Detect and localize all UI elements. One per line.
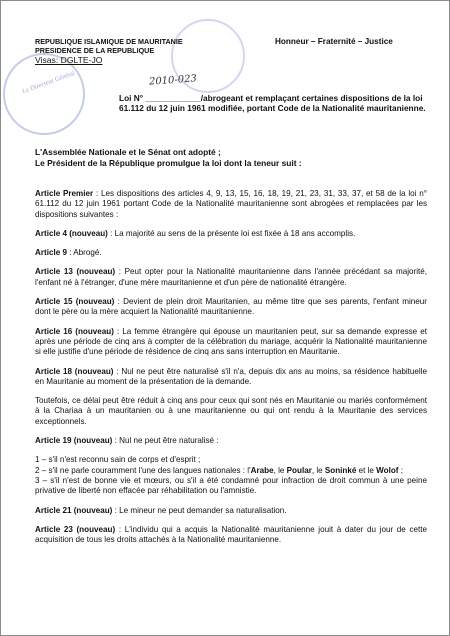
preamble <box>35 147 435 168</box>
visas-line: Visas: DGLTE-JO <box>35 55 103 65</box>
article-premier: Article Premier : Les dispositions des articles 4, 9, 13, 15, 16, 18, 19, 21, 23, 31, 33, 37, et 58 de la loi n° 61.112 du 12 juin 1961 portant Code de la Nationalité mauritanienne sont abrogées et remplacées par les dispositions suivantes : <box>35 189 427 219</box>
article-13: Article 13 (nouveau) : Peut opter pour la Nationalité mauritanienne dans l'année précédant sa majorité, l'enfant né à l'étranger, d'une mère mauritanienne et d'un père de nationalité étrangère. <box>35 267 427 287</box>
article-18-paragraph-2: Toutefois, ce délai peut être réduit à cinq ans pour ceux qui sont nés en Mauritanie ou mariés conformément à la Chariaa à un mauritanien ou à une mauritanienne ou qui ont rendu à la Mauritanie des services exceptionnels. <box>35 396 427 426</box>
list-item: 3 – s'il n'est de bonne vie et mœurs, ou s'il a été condamné pour infraction de droit commun à une peine privative de liberté non effacée par réhabilitation ou l'amnistie. <box>35 475 427 496</box>
law-title: Loi N° ____________/abrogeant et remplaçant certaines dispositions de la loi 61.112 du 12 juin 1961 modifiée, portant Code de la Nationalité mauritanienne. <box>119 93 426 113</box>
article-label: Article 18 (nouveau) <box>35 366 114 376</box>
list-item: 1 – s'il n'est reconnu sain de corps et d'esprit ; <box>35 455 201 465</box>
article-label: Article 23 (nouveau) <box>35 524 116 534</box>
article-label: Article 16 (nouveau) <box>35 326 114 336</box>
article-18: Article 18 (nouveau) : Nul ne peut être naturalisé s'il n'a, depuis dix ans au moins, sa résidence habituelle en Mauritanie au moment de la présentation de la demande. <box>35 366 427 386</box>
article-label: Article 4 (nouveau) <box>35 228 108 238</box>
article-19-conditions <box>35 455 427 496</box>
presidency-name: PRESIDENCE DE LA REPUBLIQUE <box>35 46 155 55</box>
article-label: Article 9 <box>35 248 67 258</box>
article-21: Article 21 (nouveau) : Le mineur ne peut demander sa naturalisation. <box>35 505 287 515</box>
article-23: Article 23 (nouveau) : L'individu qui a acquis la Nationalité mauritanienne jouit à dater du jour de cette acquisition de tous les droits attachés à la Nationalité mauritanienne. <box>35 524 427 545</box>
article-16: Article 16 (nouveau) : La femme étrangère qui épouse un mauritanien peut, sur sa demande expresse et après une période de cinq ans à compter de la célébration du mariage, acquérir la Nationalité mauritanienne si elle justifie d'une période de résidence de cinq ans sans interruption en Mauritanie. <box>35 326 427 357</box>
article-19: Article 19 (nouveau) : Nul ne peut être naturalisé : <box>35 436 219 446</box>
article-label: Article 21 (nouveau) <box>35 505 113 515</box>
handwritten-reference: 2010-023 <box>148 73 198 88</box>
preamble-adoption: L'Assemblée Nationale et le Sénat ont adopté ; <box>35 147 221 157</box>
preamble-promulgation: Le Président de la République promulgue la loi dont la teneur suit : <box>35 157 302 168</box>
national-motto: Honneur – Fraternité – Justice <box>275 37 393 46</box>
stamp-text: Le Directeur Général <box>21 69 76 96</box>
article-label: Article 19 (nouveau) <box>35 436 113 446</box>
list-item: 2 – s'il ne parle couramment l'une des langues nationales : l'Arabe, le Poular, le Soninké et le Wolof ; <box>35 465 403 475</box>
article-4: Article 4 (nouveau) : La majorité au sens de la présente loi est fixée à 18 ans accomplis. <box>35 228 356 238</box>
law-body <box>35 189 427 554</box>
republic-name: REPUBLIQUE ISLAMIQUE DE MAURITANIE <box>35 37 183 46</box>
article-label: Article 13 (nouveau) <box>35 267 116 277</box>
article-label: Article Premier <box>35 189 94 198</box>
article-15: Article 15 (nouveau) : Devient de plein droit Mauritanien, au même titre que ses parents, l'enfant mineur dont le père ou la mère acquiert la Nationalité mauritanienne. <box>35 297 427 317</box>
article-label: Article 15 (nouveau) <box>35 297 115 307</box>
article-9: Article 9 : Abrogé. <box>35 248 102 258</box>
issuer-header <box>35 37 183 65</box>
